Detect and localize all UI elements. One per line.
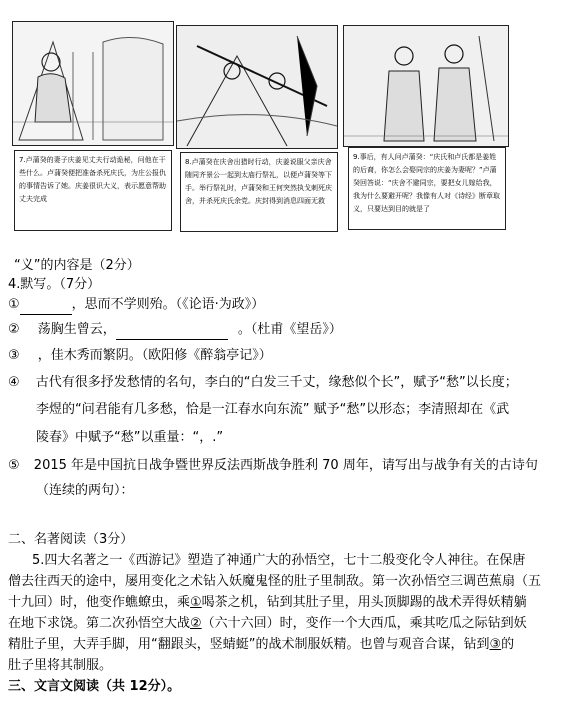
comic-caption-3-text: 9.事后，有人问卢蒲癸：“庆氏和卢氏都是姜姓的后裔，你怎么会娶同宗的庆姜为妻呢？”卢蒲癸回答说：“庆舍不避同宗，要把女儿嫁给我，我为什么要避开呢？我像有人对《诗经》断章取义，只要达到目的就是了 xyxy=(353,153,500,213)
comic-caption-1-text: 7.卢蒲癸的妻子庆姜见丈夫行动诡秘，问他在干些什么。卢蒲癸便把准备杀死庆氏，为庄公报仇的事情告诉了她。庆姜很识大义，表示愿意帮助丈夫完成 xyxy=(19,156,166,203)
q4-item-4-text-1: 古代有很多抒发愁情的名句，李白的“白发三千丈，缘愁似个长”，赋予“愁”以长度； xyxy=(35,375,518,390)
q4-item-5-line-1 xyxy=(8,456,538,476)
q4-item-4-text-3: 陵春》中赋予“愁”以重量：“，.” xyxy=(36,430,224,445)
q4-item-1 xyxy=(8,295,264,315)
comic-image-1 xyxy=(12,21,174,146)
q4-item-3 xyxy=(8,346,272,366)
section-2-text-2: 僧去往西天的途中，屡用变化之术钻入妖魔鬼怪的肚子里制敌。第一次孙悟空三调芭蕉扇（五 xyxy=(8,574,542,589)
section-3-title-text: 三、文言文阅读（共 12分）。 xyxy=(8,679,181,694)
q4-item-2-prefix: 荡胸生曾云， xyxy=(37,322,116,337)
section-2-paragraph-line-5 xyxy=(8,635,514,655)
section-2-text-4a: 在地下求饶。第二次孙悟空大战 xyxy=(8,616,191,631)
section-2-text-1: 5.四大名著之一《西游记》塑造了神通广大的孙悟空，七十二般变化令人神往。在保唐 xyxy=(32,553,526,568)
comic-illustration-1 xyxy=(13,22,173,145)
question-yi-text: “义”的内容是（2分） xyxy=(14,258,140,273)
q4-item-2-num: ② xyxy=(8,322,20,337)
q4-item-1-blank[interactable] xyxy=(20,314,72,315)
section-2-paragraph-line-6 xyxy=(8,656,112,676)
q4-item-5-num: ⑤ xyxy=(8,458,20,473)
question-yi xyxy=(14,256,140,276)
section-2-paragraph-line-4 xyxy=(8,614,527,634)
section-2-paragraph-line-2 xyxy=(8,572,541,592)
q4-title xyxy=(8,275,100,295)
q4-item-5-line-2 xyxy=(36,481,134,501)
q4-item-4-num: ④ xyxy=(8,375,20,390)
comic-caption-3 xyxy=(348,147,506,230)
q4-item-5-text-2: （连续的两句）： xyxy=(36,483,134,498)
comic-image-3 xyxy=(343,25,509,147)
q4-item-2 xyxy=(8,320,342,340)
comic-illustration-2 xyxy=(177,26,337,148)
section-2-text-6: 肚子里将其制服。 xyxy=(8,658,113,673)
q4-item-4-line-1 xyxy=(8,373,518,393)
q4-item-4-line-3 xyxy=(36,428,223,448)
section-2-text-3b: 喝茶之机，钻到其肚子里，用头顶脚踢的战术弄得妖精躺 xyxy=(201,595,527,610)
section-2-marker-2[interactable]: ② xyxy=(190,616,202,631)
section-2-marker-1[interactable]: ① xyxy=(190,595,202,610)
q4-item-3-text: ，佳木秀而繁阴。（欧阳修《醉翁亭记》） xyxy=(37,348,272,363)
q4-item-1-text: ，思而不学则殆。（《论语·为政》） xyxy=(71,297,265,312)
section-2-text-3a: 十九回）时，他变作蟭蟟虫，乘 xyxy=(8,595,191,610)
section-2-paragraph-line-3 xyxy=(8,593,527,613)
section-2-paragraph-line-1 xyxy=(32,551,525,571)
comic-caption-1 xyxy=(14,150,172,231)
section-2-text-4b: （六十六回）时，变作一个大西瓜，乘其吃瓜之际钻到妖 xyxy=(201,616,527,631)
section-3-title xyxy=(8,677,180,697)
q4-item-4-text-2: 李煜的“问君能有几多愁，恰是一江春水向东流” 赋予“愁”以形态；李清照却在《武 xyxy=(36,402,510,417)
section-2-title xyxy=(8,530,133,550)
q4-item-2-blank[interactable] xyxy=(116,339,228,340)
comic-caption-2 xyxy=(180,152,338,232)
section-2-marker-3[interactable]: ③ xyxy=(489,637,502,652)
q4-item-1-num: ① xyxy=(8,297,20,312)
section-2-text-5: 精肚子里，大弄手脚，用“翻跟头，竖蜻蜓”的战术制服妖精。也曾与观音合谋，钻到 xyxy=(8,637,490,652)
q4-item-5-text-1: 2015 年是中国抗日战争暨世界反法西斯战争胜利 70 周年，请写出与战争有关的古诗句 xyxy=(33,458,538,473)
comic-illustration-3 xyxy=(344,26,508,146)
q4-item-2-suffix: 。（杜甫《望岳》） xyxy=(237,322,342,337)
q4-item-4-line-2 xyxy=(36,400,509,420)
section-2-text-5b: 的 xyxy=(501,637,515,652)
comic-caption-2-text: 8.卢蒲癸在庆舍出猎时行动，庆姜说服父亲庆舍随同齐景公一起到太庙行祭礼，以便卢蒲癸等下手。举行祭礼时，卢蒲癸和王何突然执戈刺死庆舍，并杀死庆氏余党。庆封得到消息四面无救 xyxy=(185,158,332,205)
q4-title-text: 4.默写。（7分） xyxy=(8,277,101,292)
q4-item-3-num: ③ xyxy=(8,348,20,363)
section-2-title-text: 二、名著阅读（3分） xyxy=(8,532,134,547)
comic-image-2 xyxy=(176,25,338,149)
